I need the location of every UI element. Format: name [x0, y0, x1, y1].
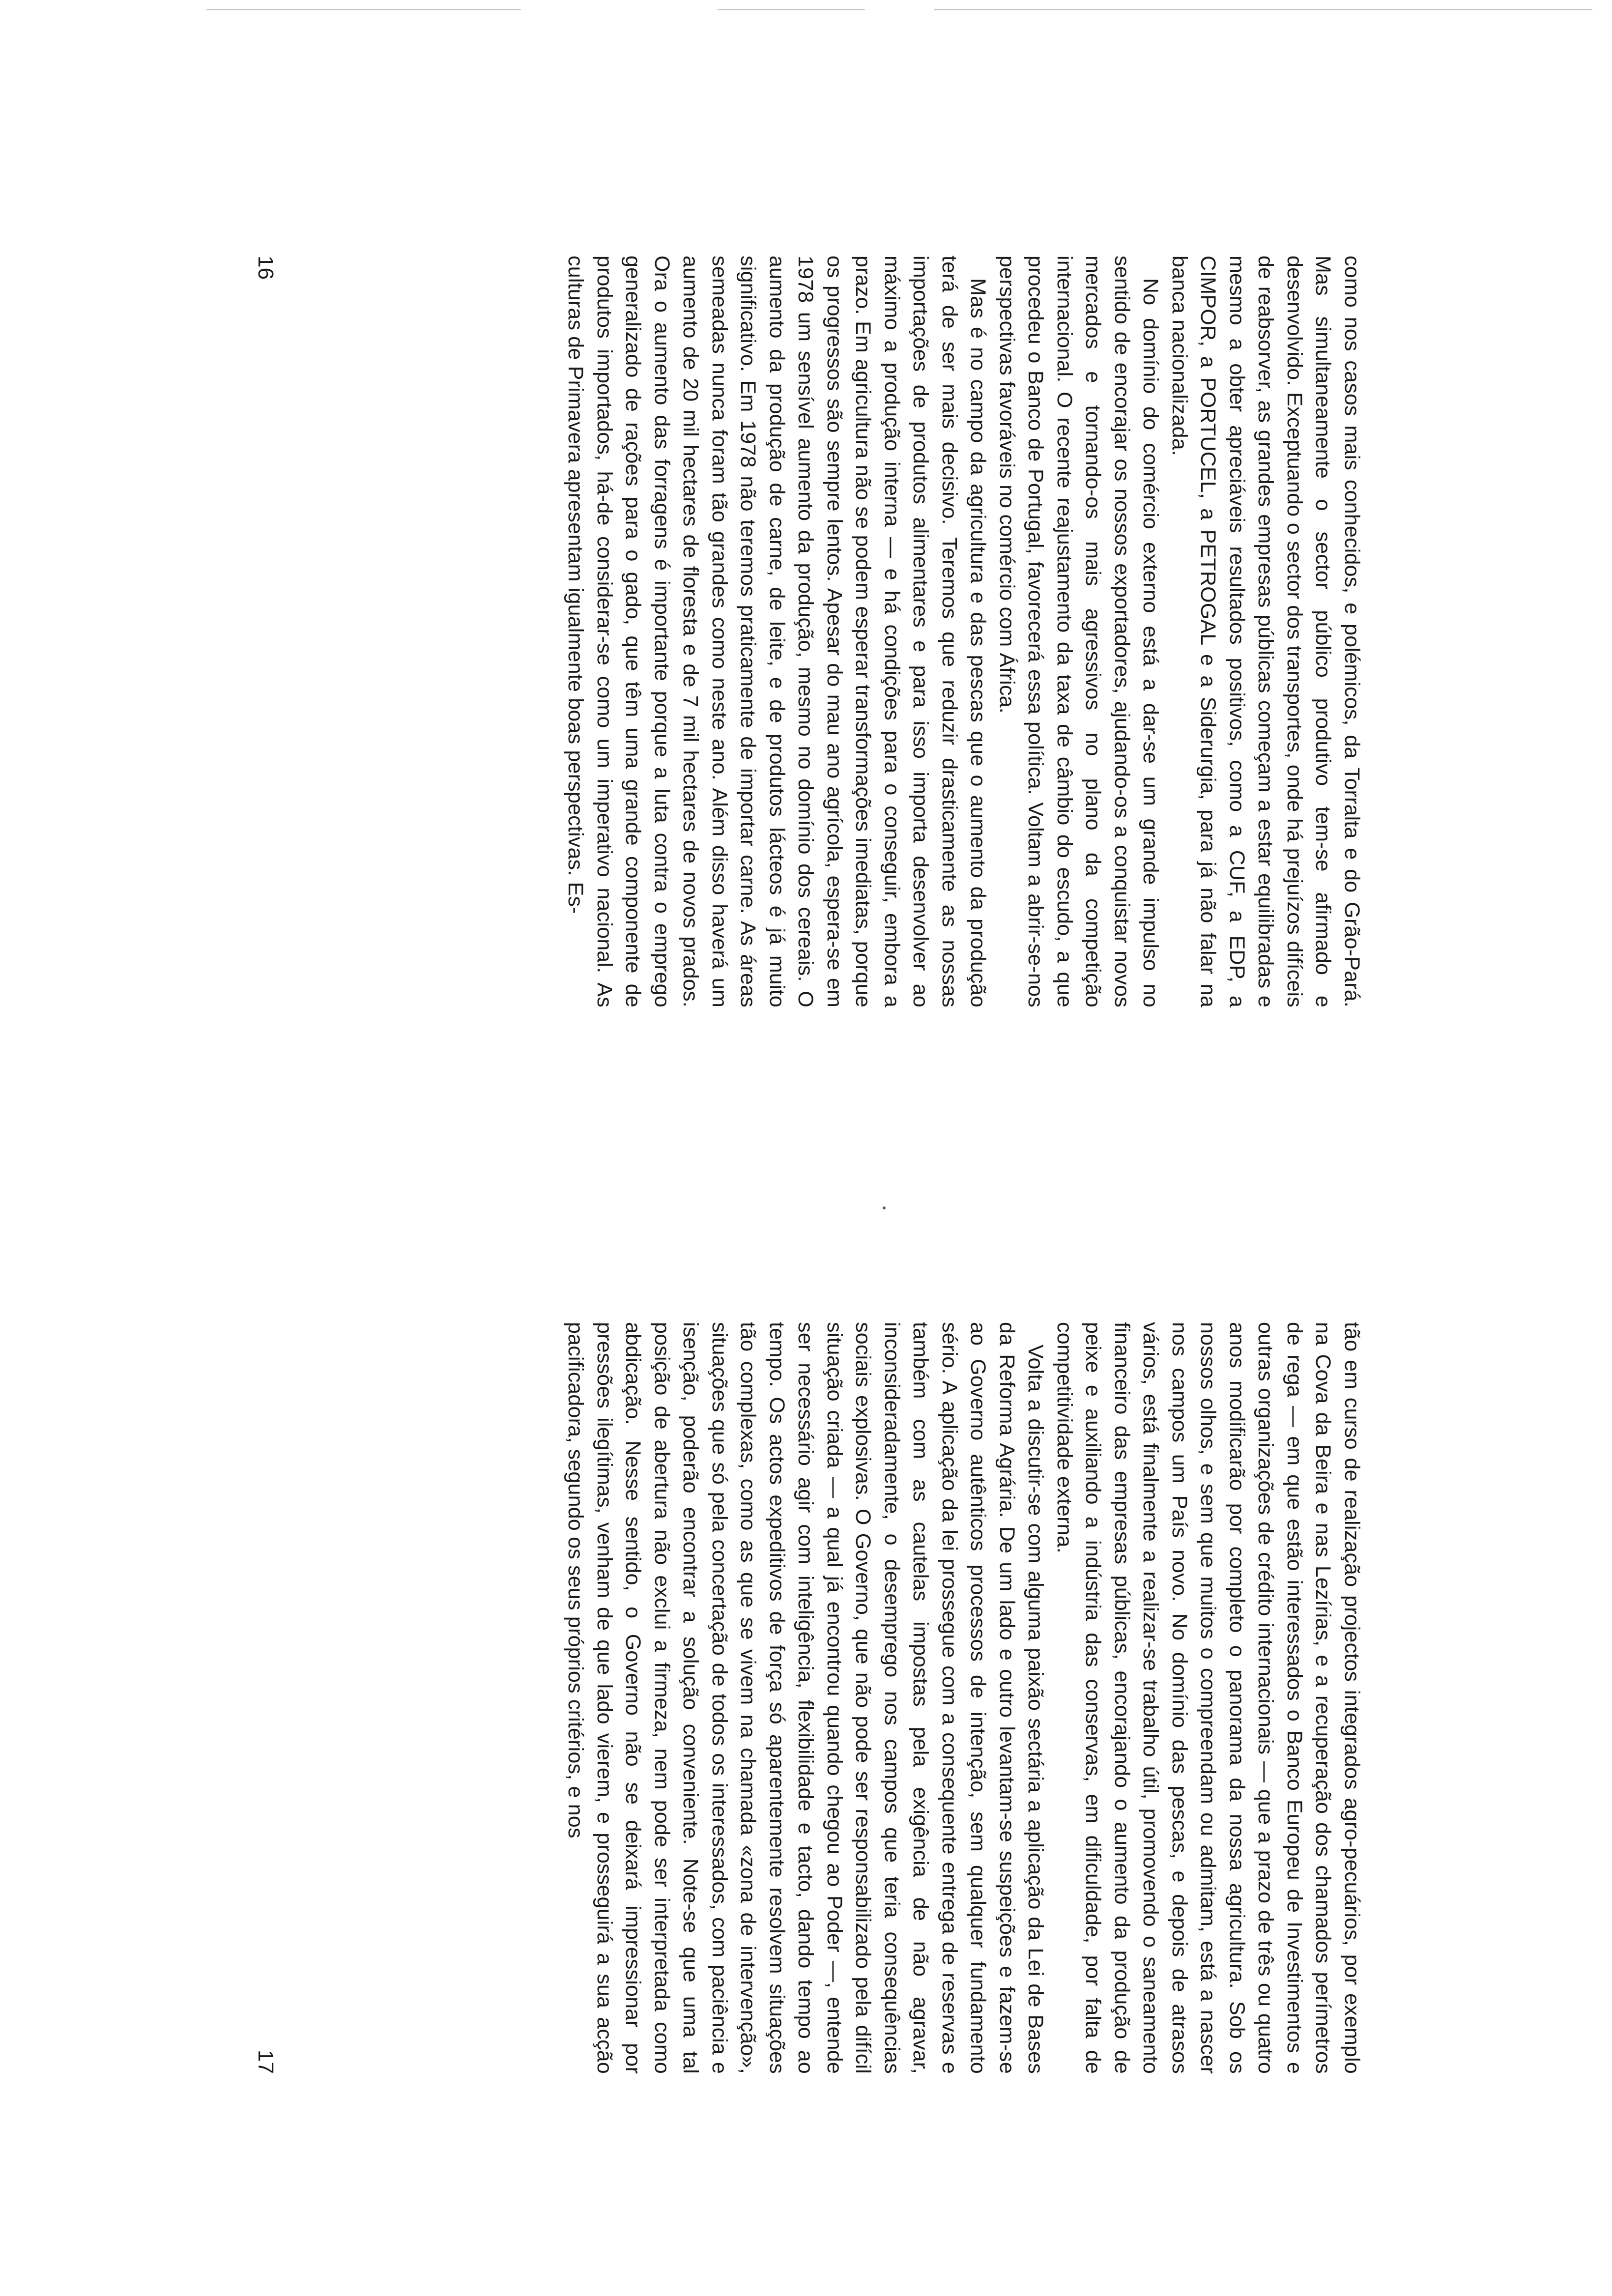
right-page-text — [561, 1322, 1366, 2074]
page-number: 16 — [254, 256, 278, 280]
paragraph: como nos casos mais conhecidos, e polémicos, da Torralta e do Grão-Pará. Mas simultaneamente o sector público produtivo tem-se afirmado e desenvolvido. Exceptuando o sector dos transportes, onde há prejuízos difíceis de reabsorver, as grandes empresas públicas começam a estar equilibradas e mesmo a obter apreciáveis resultados positivos, como a CUF, a EDP, a CIMPOR, a PORTUCEL, a PETROGAL e a Siderurgia, para já não falar na banca nacionalizada. — [1168, 256, 1364, 1007]
paragraph: tão em curso de realização projectos integrados agro-pecuários, por exemplo na Cova da Beira e nas Lezírias, e a recuperação dos chamados perímetros de rega — em que estão interessados o Banco Europeu de Investimentos e outras organizações de crédito internacionais — que a prazo de três ou quatro anos modificarão por completo o panorama da nossa agricultura. Sob os nossos olhos, e sem que muitos o compreendam ou admitam, está a nascer nos campos um País novo. No domínio das pescas, e depois de atrasos vários, está finalmente a realizar-se trabalho útil, promovendo o saneamento financeiro das empresas públicas, encorajando o aumento da produção de peixe e auxiliando a indústria das conservas, em dificuldade, por falta de competitividade externa. — [1053, 1322, 1364, 2074]
left-page-text — [561, 256, 1366, 1007]
paragraph: No domínio do comércio externo está a dar-se um grande impulso no sentido de encorajar os nossos exportadores, ajudando-os a conquistar novos mercados e tornando-os mais agressivos no plano da competição internacional. O recente reajustamento da taxa de câmbio do escudo, a que procedeu o Banco de Portugal, favorecerá essa política. Voltam a abrir-se-nos perspectivas favoráveis no comércio com África. — [995, 256, 1163, 1007]
left-page — [254, 256, 1366, 1007]
paragraph: Volta a discutir-se com alguma paixão sectária a aplicação da Lei de Bases da Reforma Agrária. De um lado e outro levantam-se suspeições e fazem-se ao Governo autênticos processos de intenção, sem qualquer fundamento sério. A aplicação da lei prossegue com a consequente entrega de reservas e também com as cautelas impostas pela exigência de não agravar, inconsideradamente, o desemprego nos campos que teria consequências sociais explosivas. O Governo, que não pode ser responsabilizado pela difícil situação criada — a qual já encontrou quando chegou ao Poder —, entende ser necessário agir com inteligência, flexibilidade e tacto, dando tempo ao tempo. Os actos expeditivos de força só aparentemente resolvem situações tão complexas, como as que se vivem na chamada «zona de intervenção», situações que só pela concertação de todos os interessados, com paciência e isenção, poderão encontrar a solução conveniente. Note-se que uma tal posição de abertura não exclui a firmeza, nem pode ser interpretada como abdicação. Nesse sentido, o Governo não se deixará impressionar por pressões ilegítimas, venham de que lado vierem, e prosseguirá a sua acção pacificadora, segundo os seus próprios critérios, e nos — [564, 1322, 1048, 2074]
right-page — [254, 1322, 1366, 2074]
page-number: 17 — [254, 2050, 278, 2074]
paragraph: Mas é no campo da agricultura e das pescas que o aumento da produção terá de ser mais decisivo. Teremos que reduzir drasticamente as nossas importações de produtos alimentares e para isso importa desenvolver ao máximo a produção interna — e há condições para o conseguir, embora a prazo. Em agricultura não se podem esperar transformações imediatas, porque os progressos são sempre lentos. Apesar do mau ano agrícola, espera-se em 1978 um sensível aumento da produção, mesmo no domínio dos cereais. O aumento da produção de carne, de leite, e de produtos lácteos é já muito significativo. Em 1978 não teremos praticamente de importar carne. As áreas semeadas nunca foram tão grandes como neste ano. Além disso haverá um aumento de 20 mil hectares de floresta e de 7 mil hectares de novos prados. Ora o aumento das forragens é importante porque a luta contra o emprego generalizado de rações para o gado, que têm uma grande componente de produtos importados, há-de considerar-se como um imperativo nacional. As culturas de Primavera apresentam igualmente boas perspectivas. Es- — [564, 256, 990, 1007]
